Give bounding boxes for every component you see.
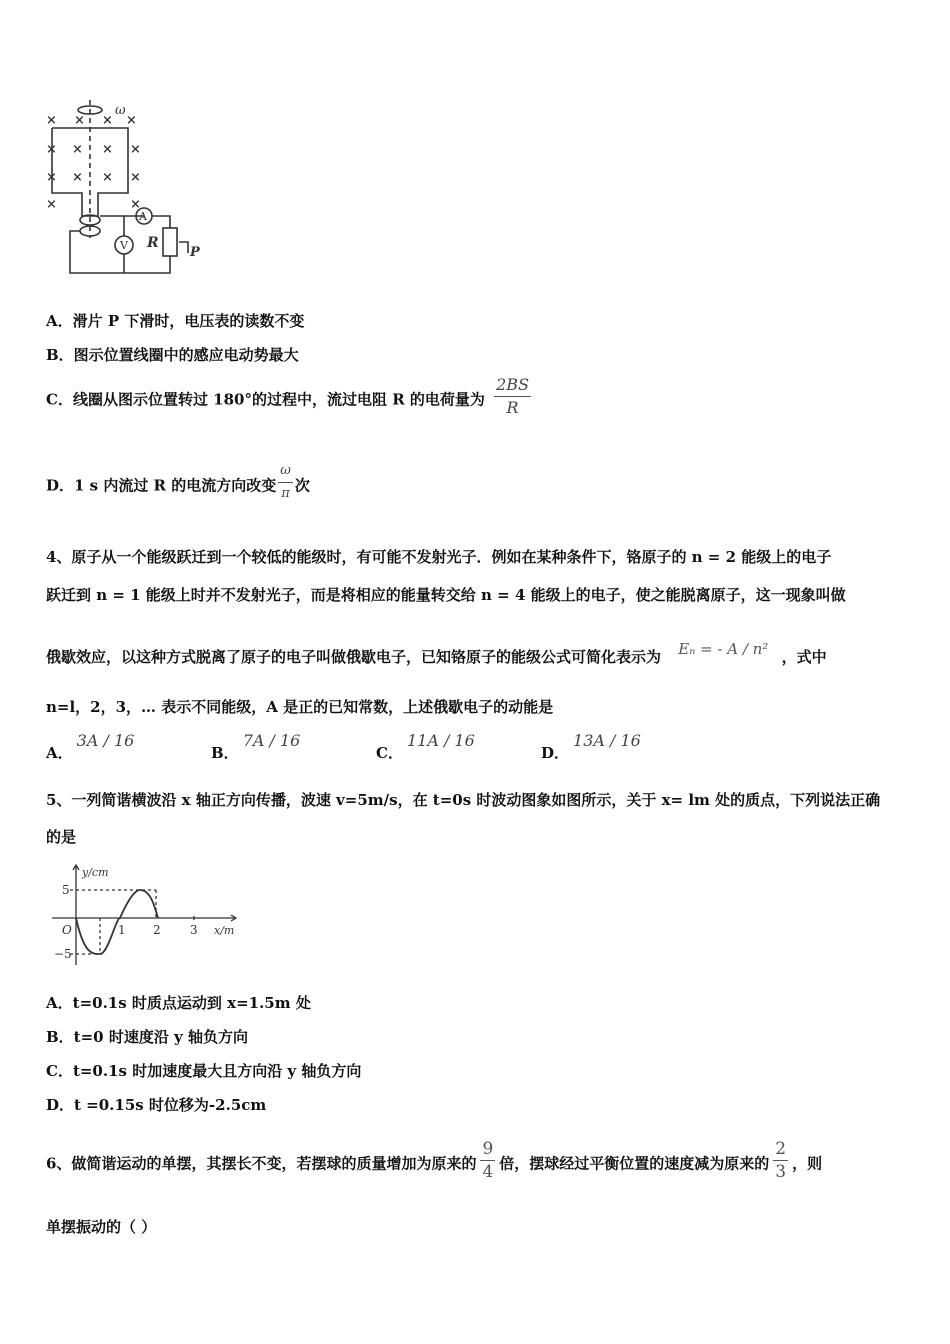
q6-text-middle: 倍，摆球经过平衡位置的速度减为原来的 [499,1154,770,1173]
q4-option-a [46,731,135,764]
q5-line-2: 的是 [46,828,77,846]
q4-option-b [211,731,301,764]
q5-option-d: D．t =0.15s 时位移为-2.5cm [46,1096,267,1114]
q3-option-d [46,464,310,509]
q4-line-3-suffix: ，式中 [781,648,827,666]
q6-line-2: 单摆振动的（ ） [46,1218,157,1236]
slider-label: P [190,245,200,260]
q3-option-c-text: C．线圈从图示位置转过 180°的过程中，流过电阻 R 的电荷量为 [46,390,485,409]
q6-text-suffix: ，则 [792,1154,823,1173]
mass-fraction [480,1138,495,1183]
svg-text:×: × [102,142,113,157]
origin-label: O [62,923,72,937]
voltmeter-label: V [120,239,128,252]
frequency-denominator: π [281,486,290,501]
svg-text:×: × [126,113,137,128]
svg-text:×: × [46,170,57,185]
resistor-label: R [147,235,159,251]
q4-option-c-value: 11A / 16 [406,731,475,750]
omega-label: ω [115,103,126,118]
q5-line-1: 5、一列简谐横波沿 x 轴正方向传播，波速 v=5m/s，在 t=0s 时波动图象如图所示，关于 x= lm 处的质点，下列说法正确 [46,791,881,809]
q3-option-c [46,375,535,423]
svg-text:×: × [46,113,57,128]
svg-text:×: × [102,170,113,185]
wave-graph [46,860,246,970]
charge-denominator: R [506,398,519,417]
q3-option-b: B．图示位置线圈中的感应电动势最大 [46,346,299,364]
q4-option-d-value: 13A / 16 [573,731,641,750]
svg-text:×: × [130,197,141,212]
svg-text:×: × [130,142,141,157]
frequency-numerator: ω [278,460,293,483]
svg-text:×: × [46,197,57,212]
q4-option-a-value: 3A / 16 [76,731,135,750]
q5-option-c: C．t=0.1s 时加速度最大且方向沿 y 轴负方向 [46,1062,362,1080]
speed-denominator: 3 [775,1162,787,1182]
speed-numerator: 2 [775,1139,787,1159]
q4-option-a-label: A． [46,744,73,762]
q4-option-d-label: D． [541,744,570,762]
ammeter-label: A [139,210,147,223]
q4-option-b-label: B． [211,744,239,762]
circuit-figure [40,98,215,278]
q4-option-c-label: C． [376,744,403,762]
q5-option-a: A．t=0.1s 时质点运动到 x=1.5m 处 [46,994,311,1012]
q3-option-a: A．滑片 P 下滑时，电压表的读数不变 [46,312,305,330]
y-tick-5: 5 [62,883,70,897]
charge-numerator: 2BS [494,374,531,397]
q4-option-b-value: 7A / 16 [242,731,301,750]
energy-level-formula: Eₙ = - A / n² [678,640,769,658]
q5-option-b: B．t=0 时速度沿 y 轴负方向 [46,1028,248,1046]
q4-line-3-text: 俄歇效应，以这种方式脱离了原子的电子叫做俄歇电子，已知铬原子的能级公式可简化表示为 [46,648,662,666]
x-tick-1: 1 [118,923,126,937]
svg-text:×: × [72,142,83,157]
q6-text-prefix: 6、做简谐运动的单摆，其摆长不变，若摆球的质量增加为原来的 [46,1154,477,1173]
mass-denominator: 4 [482,1162,494,1182]
charge-fraction [494,374,531,419]
svg-text:×: × [72,170,83,185]
q4-line-4: n=l，2，3，… 表示不同能级，A 是正的已知常数，上述俄歇电子的动能是 [46,698,554,716]
speed-fraction [773,1138,788,1183]
x-axis-label: x/m [214,924,235,937]
q4-option-d [541,731,641,764]
svg-text:×: × [130,170,141,185]
q3-option-d-text: D．1 s 内流过 R 的电流方向改变 [46,476,277,495]
x-tick-3: 3 [190,923,198,937]
x-tick-2: 2 [153,923,161,937]
svg-text:×: × [74,113,85,128]
y-axis-label: y/cm [82,866,109,879]
q4-line-3 [46,640,827,668]
q4-line-1: 4、原子从一个能级跃迁到一个较低的能级时，有可能不发射光子．例如在某种条件下，铬原子的 n = 2 能级上的电子 [46,548,832,566]
q3-option-d-suffix: 次 [294,476,310,495]
svg-text:×: × [102,113,113,128]
q4-line-2: 跃迁到 n = 1 能级上时并不发射光子，而是将相应的能量转交给 n = 4 能级上的电子，使之能脱离原子，这一现象叫做 [46,586,846,604]
svg-text:×: × [46,142,57,157]
q6-line-1 [46,1139,823,1187]
y-tick-minus-5: −5 [54,947,72,961]
frequency-fraction [278,460,293,505]
q4-option-c [376,731,475,764]
mass-numerator: 9 [482,1139,494,1159]
